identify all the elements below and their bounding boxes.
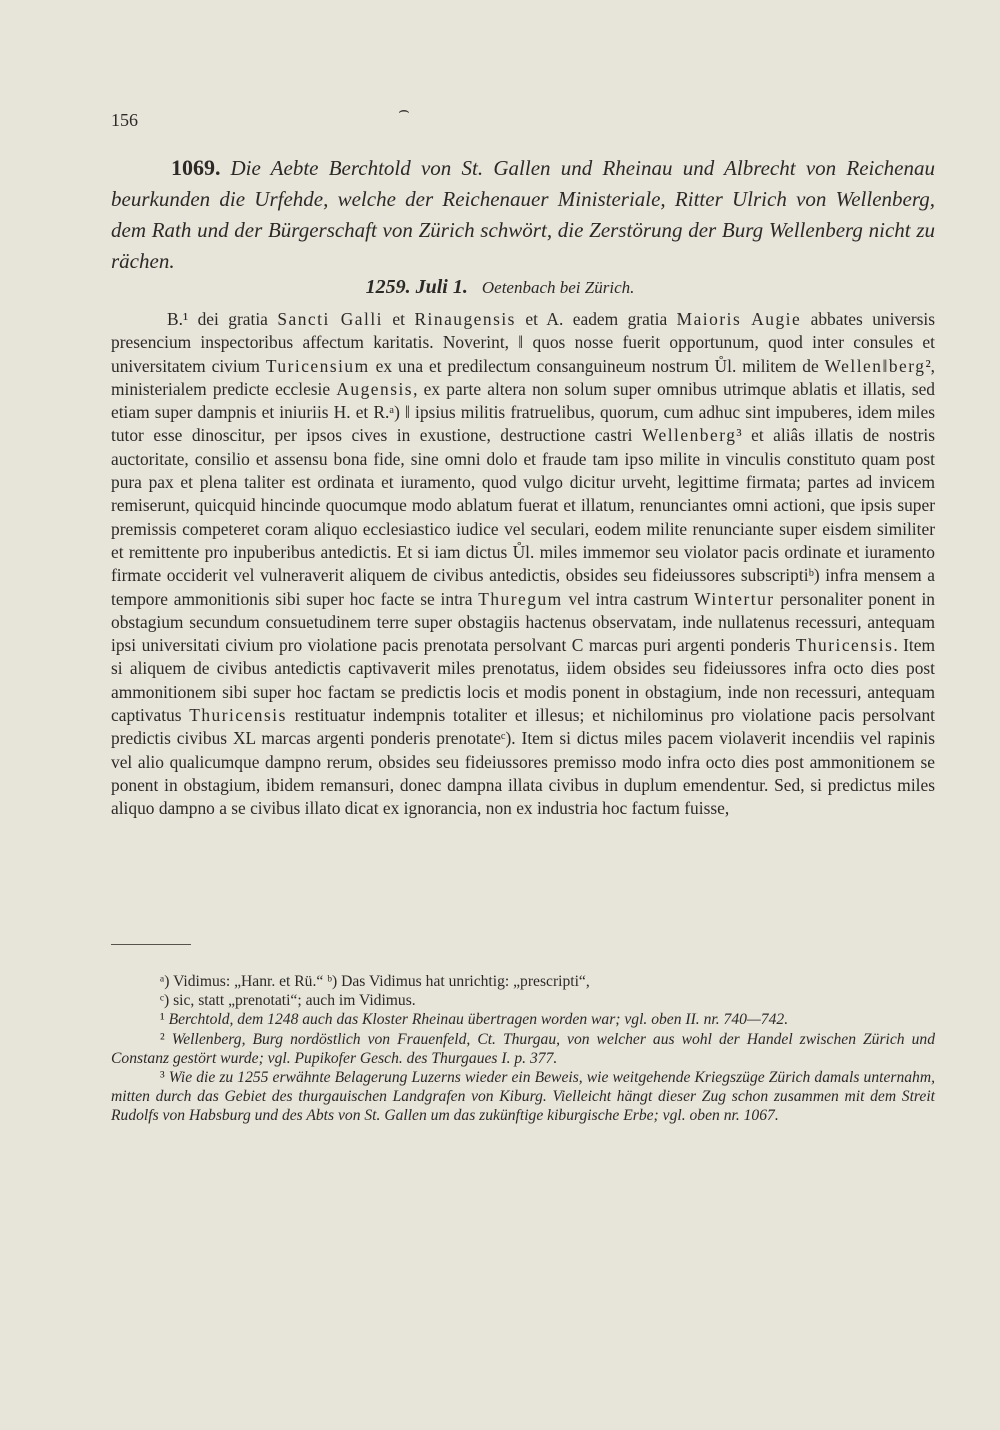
body-name: Thuricensis xyxy=(189,705,287,726)
document-place: Oetenbach bei Zürich. xyxy=(481,278,635,297)
footnote-2-text: Wellenberg, Burg nordöstlich von Frauenfeld, Ct. Thurgau, von welcher aus wohl der Handel zwischen Zürich und Constanz gestört wurde; vgl. Pupikofer Gesch. des Thurgaues I. p. 377. xyxy=(111,1030,935,1067)
footnote-1 xyxy=(111,1010,935,1029)
dateline xyxy=(0,276,1000,299)
footnote-3-mark: ³ xyxy=(160,1069,165,1087)
footnote-3 xyxy=(111,1068,935,1126)
document-body xyxy=(111,308,935,821)
page-number: 156 xyxy=(111,110,138,130)
body-name: Wellenberg xyxy=(641,425,737,446)
footnote-divider xyxy=(111,944,191,945)
footnote-a-b: ᵃ) Vidimus: „Hanr. et Rü.“ ᵇ) Das Vidimus hat unrichtig: „prescripti“, xyxy=(160,973,590,990)
document-title: Die Aebte Berchtold von St. Gallen und Rheinau und Albrecht von Reichenau beurkunden die Urfehde, welche der Reichenauer Ministeriale, Ritter Ulrich von Wellenberg, dem Rath und der Bürgerschaft von Zürich schwört, die Zerstörung der Burg Wellenberg nicht zu rächen. xyxy=(111,156,935,273)
document-date: 1259. Juli 1. xyxy=(365,276,468,298)
footnote-c: ᶜ) sic, statt „prenotati“; auch im Vidimus. xyxy=(160,992,416,1010)
footnotes xyxy=(111,972,935,1126)
footnote-2-mark: ² xyxy=(160,1030,165,1048)
body-text: ³ et aliâs illatis de nostris auctoritate, consilio et assensu bona fide, sine omni dolo et fraude tam ipso milite in vinculis constituto quam post pura pax et plena taliter est ordinata et iuramento, quod vulgo dicitur urveht, legittime firmata; partes ad invicem remiserunt, quicquid hincinde quocumque modo ablatum fuerat et illatum, renunciantes omni actioni, que ipsis super premissis competeret coram aliquo ecclesiastico iudice vel seculari, eodem milite renunciante super eisdem similiter et remittente pro inpuberibus antedictis. Et si iam dictus Ůl. miles immemor seu violator pacis ordinate et iuramento firmate occiderit vel vulneraverit aliquem de civibus antedictis, obsides seu fideiussores subscriptiᵇ) infra mensem a tempore ammonitionis sibi super hoc facte se intra xyxy=(111,425,936,609)
document-heading xyxy=(111,152,935,277)
body-text: personaliter ponent in obstagium secundum consuetudinem terre super obstagiis hactenus observatam, inde nullatenus recessuri, antequam ipsi universitati civium pro violatione pacis prenotata persolvant C marcas puri argenti ponderis xyxy=(111,588,935,656)
body-name: Rinaugensis xyxy=(414,309,516,329)
body-text: ex una et predilectum consanguineum nostrum Ůl. militem de xyxy=(369,355,825,376)
document-number: 1069. xyxy=(171,155,221,180)
footnote-3-text: Wie die zu 1255 erwähnte Belagerung Luzerns wieder ein Beweis, wie weitgehende Kriegszüge Zürich damals unternahm, mitten durch das Gebiet des thurgauischen Landgrafen von Kiburg. Vielleicht hängt dieser Zug schon zusammen mit dem Streit Rudolfs von Habsburg und des Abts von St. Gallen um das zukünftige kiburgische Erbe; vgl. oben nr. 1067. xyxy=(111,1069,935,1125)
body-text: ², ministerialem predicte ecclesie xyxy=(111,355,936,399)
footnote-1-mark: ¹ xyxy=(160,1011,165,1029)
body-name: Wellen‖berg xyxy=(824,355,926,376)
body-text: restituatur indempnis totaliter et illesus; et nichilominus pro violatione pacis persolvant predictis civibus XL marcas argenti ponderis prenotateᶜ). Item si dictus miles pacem violaverit incendiis vel rapinis vel alio qualicumque dampno rerum, obsides seu fideiussores premisso modo infra octo dies post ammonitionem se ponent in obstagium, ibidem remansuri, donec dampna illata civibus in duplum emendentur. Sed, si predictus miles aliquo dampno a se civibus illato dicat ex ignorancia, non ex industria hoc factum fuisse, xyxy=(111,705,935,819)
body-name: Turicensium xyxy=(265,355,370,376)
body-text: et A. eadem gratia xyxy=(515,309,677,329)
body-text: abbates universis presencium inspectoribus affectum karitatis. Noverint, ‖ quos nosse fuerit opportunum, quod inter consules et universitatem civium xyxy=(111,309,936,376)
body-text: , ex parte altera non solum super omnibus utrimque ablatis et illatis, sed etiam super dampnis et iniuriis H. et R.ᵃ) ‖ ipsius militis fratruelibus, quorum, cum adhuc sint impuberes, idem miles tutor esse dinoscitur, per ipsos cives in exustione, destructione castri xyxy=(111,378,935,446)
body-text: B.¹ dei gratia xyxy=(167,309,278,329)
body-name: Sancti Galli xyxy=(277,309,383,329)
body-name: Thuregum xyxy=(478,588,563,609)
footnote-1-text: Berchtold, dem 1248 auch das Kloster Rheinau übertragen worden war; vgl. oben II. nr. 740—742. xyxy=(164,1011,789,1029)
footnote-2 xyxy=(111,1030,935,1068)
body-name: Augensis xyxy=(336,378,414,399)
body-text: . Item si aliquem de civibus antedictis captivaverit miles prenotatus, iidem obsides seu fideiussores infra octo dies post ammonitionem sibi super hoc factam se predictis locis et modis ponent in obstagium, inde non recessuri, antequam captivatus xyxy=(111,635,935,726)
body-name: Wintertur xyxy=(694,588,775,609)
body-text: vel intra castrum xyxy=(562,588,695,609)
top-mark: ⌢ xyxy=(398,100,410,120)
body-name: Thuricensis xyxy=(795,635,894,656)
body-name: Maioris Augie xyxy=(676,309,802,329)
body-text: et xyxy=(383,309,415,329)
